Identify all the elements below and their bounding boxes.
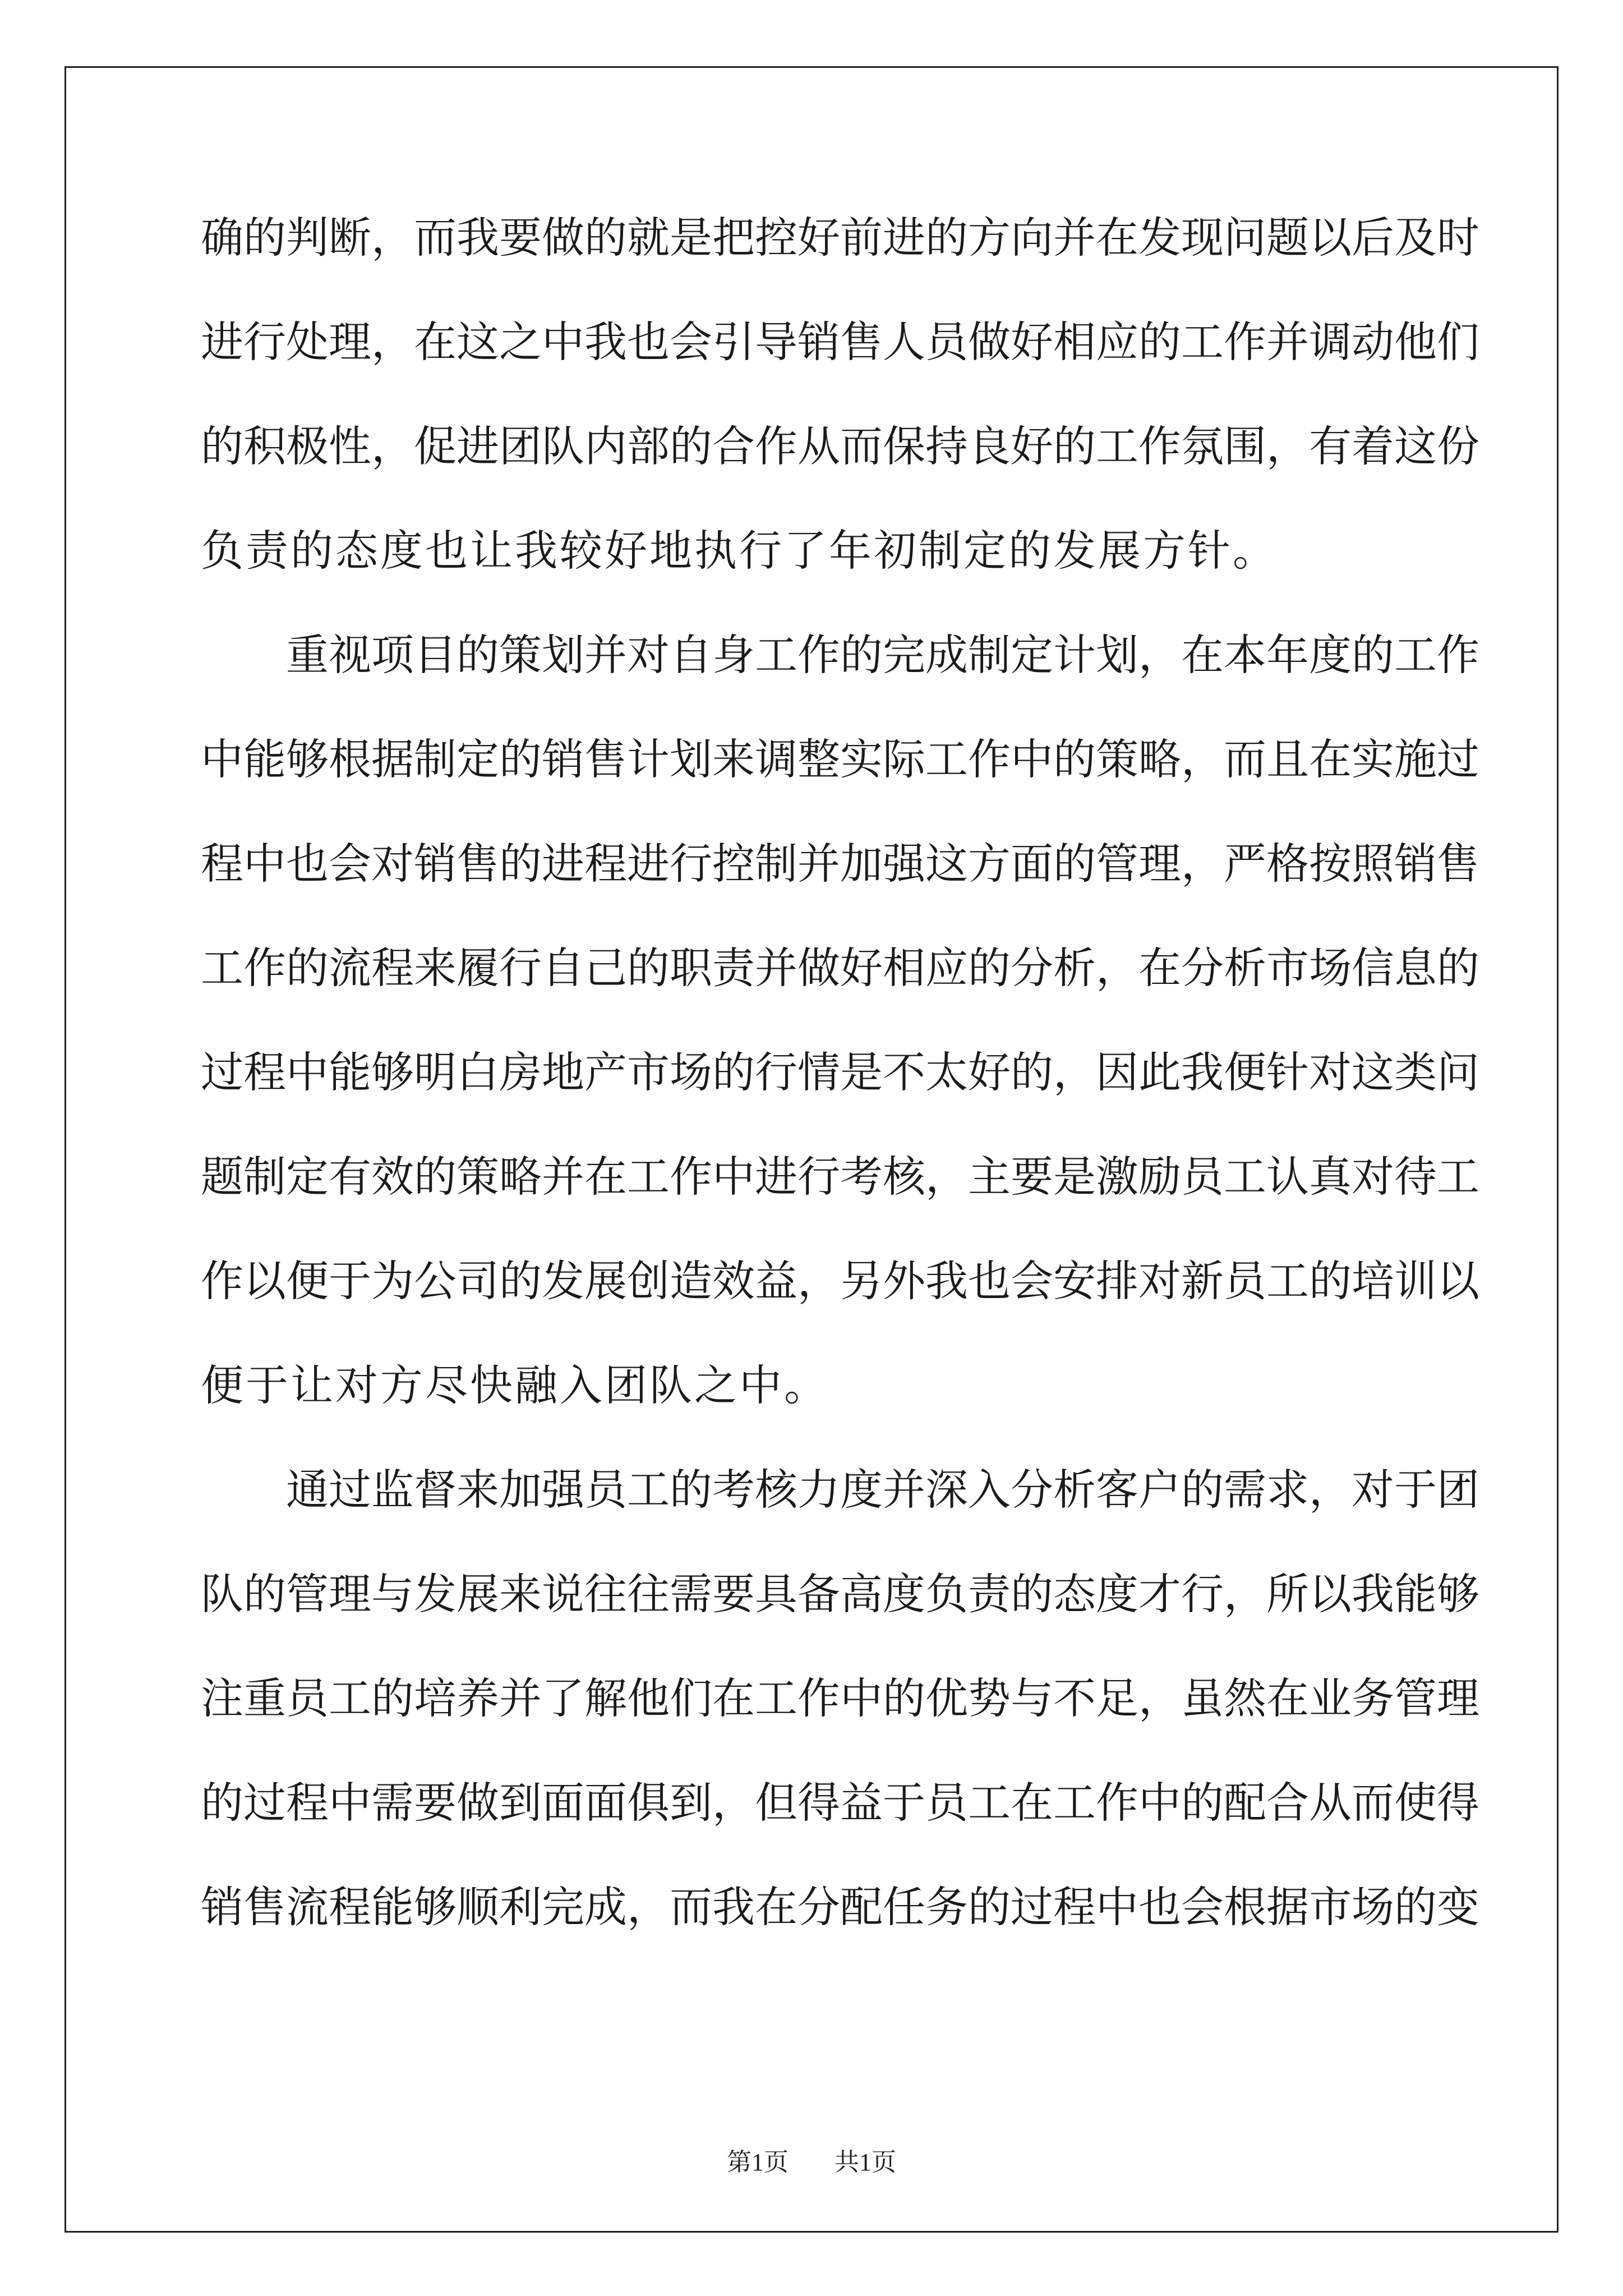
text-line: 销售流程能够顺利完成，而我在分配任务的过程中也会根据市场的变: [201, 1882, 1479, 1932]
text-line: 题制定有效的策略并在工作中进行考核，主要是激励员工认真对待工: [201, 1152, 1479, 1202]
page-number-current: 第1页: [727, 2148, 789, 2176]
text-line: 负责的态度也让我较好地执行了年初制定的发展方针。: [201, 526, 1278, 576]
text-line: 的过程中需要做到面面俱到，但得益于员工在工作中的配合从而使得: [201, 1778, 1479, 1828]
text-line: 工作的流程来履行自己的职责并做好相应的分析，在分析市场信息的: [201, 943, 1479, 993]
text-line: 程中也会对销售的进程进行控制并加强这方面的管理，严格按照销售: [201, 839, 1479, 889]
text-line: 的积极性，促进团队内部的合作从而保持良好的工作氛围，有着这份: [201, 421, 1479, 471]
text-line: 进行处理，在这之中我也会引导销售人员做好相应的工作并调动他们: [201, 317, 1479, 367]
text-line: 作以便于为公司的发展创造效益，另外我也会安排对新员工的培训以: [201, 1256, 1479, 1306]
text-line: 过程中能够明白房地产市场的行情是不太好的，因此我便针对这类问: [201, 1047, 1479, 1097]
text-line: 队的管理与发展来说往往需要具备高度负责的态度才行，所以我能够: [201, 1569, 1479, 1619]
text-line: 重视项目的策划并对自身工作的完成制定计划，在本年度的工作: [201, 630, 1479, 680]
text-line: 注重员工的培养并了解他们在工作中的优势与不足，虽然在业务管理: [201, 1673, 1479, 1723]
document-body: [201, 210, 1479, 1984]
text-line: 中能够根据制定的销售计划来调整实际工作中的策略，而且在实施过: [201, 734, 1479, 784]
text-line: 便于让对方尽快融入团队之中。: [201, 1360, 829, 1410]
text-line: 通过监督来加强员工的考核力度并深入分析客户的需求，对于团: [201, 1465, 1479, 1515]
text-line: 确的判断，而我要做的就是把控好前进的方向并在发现问题以后及时: [201, 213, 1479, 263]
page-number-total: 共1页: [834, 2148, 896, 2176]
page-footer: [0, 2142, 1623, 2178]
